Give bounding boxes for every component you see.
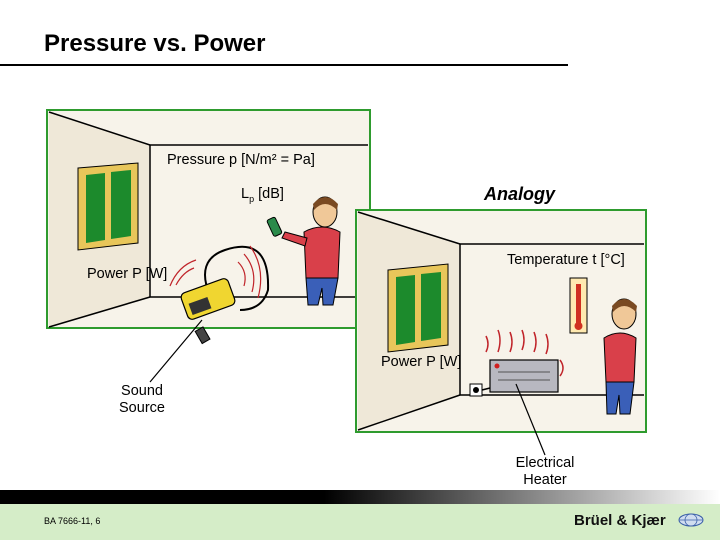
- level-symbol: L: [241, 186, 250, 202]
- electrical-heater-label: [505, 455, 585, 489]
- thermometer-icon: [570, 278, 587, 333]
- sound-pressure-level-label: [241, 186, 284, 208]
- slide-code: BA 7666-11, 6: [44, 516, 101, 526]
- brand-logo: Brüel & Kjær: [574, 512, 666, 529]
- analogy-label: Analogy: [484, 184, 556, 204]
- sound-source-pointer: [150, 320, 202, 382]
- window-room2: [388, 264, 448, 352]
- room-sound-source: [47, 110, 370, 344]
- heater-label-line2: Heater: [523, 472, 567, 488]
- power-label-sound: Power P [W]: [87, 266, 168, 282]
- window-room1: [78, 163, 138, 250]
- sound-source-label-line2: Source: [119, 400, 165, 416]
- heater-label-line1: Electrical: [515, 455, 575, 471]
- level-subscript: p: [249, 193, 255, 204]
- temperature-label: Temperature t [°C]: [507, 252, 625, 268]
- slide-title: Pressure vs. Power: [44, 30, 266, 57]
- level-unit: [dB]: [254, 186, 284, 202]
- power-label-heater: Power P [W]: [381, 354, 462, 370]
- pressure-label: Pressure p [N/m² = Pa]: [167, 152, 315, 168]
- footer-gradient-bar: [0, 490, 720, 504]
- sound-source-label: [112, 383, 172, 417]
- brand-emblem-icon: [678, 512, 704, 528]
- room-electrical-heater: [356, 210, 646, 432]
- sound-source-label-line1: Sound: [121, 383, 163, 399]
